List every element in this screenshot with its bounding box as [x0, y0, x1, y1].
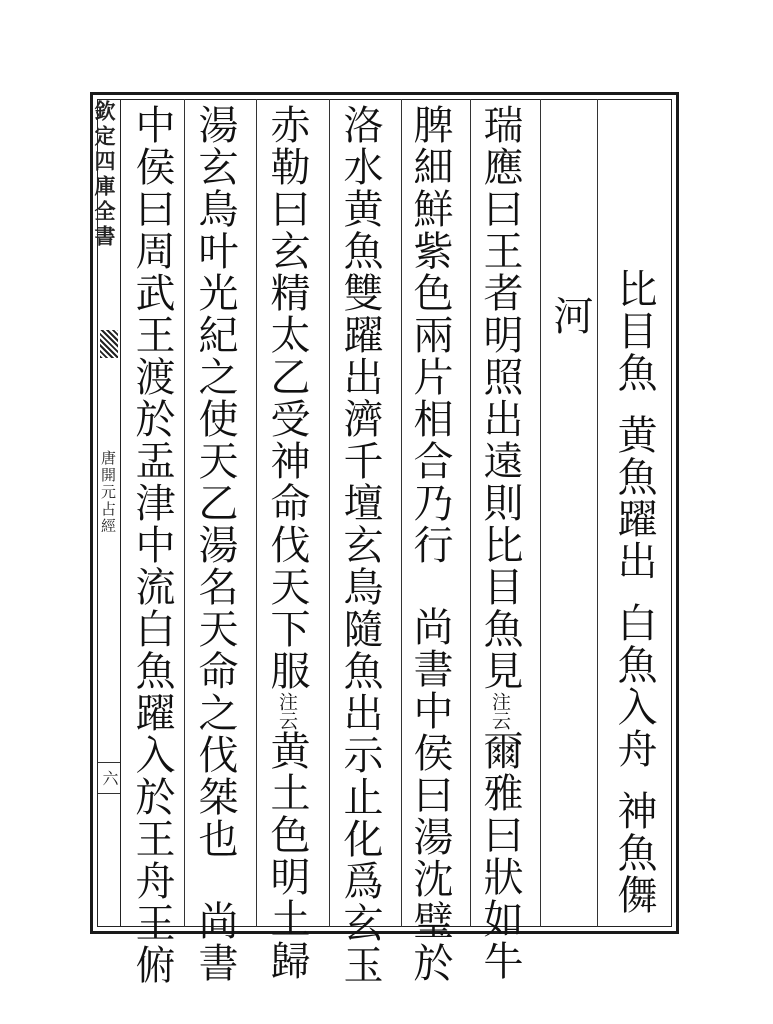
- column-rule: [329, 99, 330, 927]
- annotation-note: 注云: [489, 692, 511, 730]
- book-title: 唐開元占經: [99, 450, 117, 535]
- text-column-1: [612, 268, 656, 918]
- body-text: 尚書中侯曰湯沈璧於: [407, 606, 453, 984]
- body-text: 脾細鮮紫色兩片相合乃行: [407, 104, 453, 566]
- heading-text: 白魚入舟: [611, 602, 657, 770]
- heading-text: 神魚儛: [611, 790, 657, 916]
- heading-text: 黄魚躍出: [611, 414, 657, 582]
- heading-text: 比目魚: [611, 268, 657, 394]
- column-rule: [184, 99, 185, 927]
- body-text: 黄土色明土歸: [264, 730, 310, 982]
- heading-text: 河: [547, 295, 593, 337]
- text-column-8: [129, 104, 175, 986]
- column-rule: [401, 99, 402, 927]
- fishtail-mark: [100, 330, 118, 358]
- column-rule: [540, 99, 541, 927]
- body-text: 爾雅曰狀如牛: [477, 730, 523, 982]
- text-column-4: [407, 104, 453, 984]
- body-text: 洛水黄魚雙躍出濟千壇玄鳥隨魚出示止化爲玄玉: [337, 104, 383, 986]
- body-text: 湯玄鳥叶光紀之使天乙湯名天命之伐桀也: [192, 104, 238, 860]
- text-column-7: [192, 104, 238, 984]
- annotation-note: 注云: [276, 692, 298, 730]
- text-column-5: [337, 104, 383, 986]
- column-rule: [256, 99, 257, 927]
- body-text: 赤勒曰玄精太乙受神命伐天下服: [264, 104, 310, 692]
- page-number: 六: [98, 762, 120, 794]
- collection-title: 欽定四庫全書: [92, 100, 117, 250]
- column-rule: [470, 99, 471, 927]
- column-rule: [597, 99, 598, 927]
- body-text: 中侯曰周武王渡於盂津中流白魚躍入於王舟王俯: [129, 104, 175, 986]
- text-column-2: [548, 295, 592, 355]
- body-text: 尚書: [192, 900, 238, 984]
- body-text: 瑞應曰王者明照出遠則比目魚見: [477, 104, 523, 692]
- text-column-3: [477, 104, 523, 982]
- text-column-6: [264, 104, 310, 982]
